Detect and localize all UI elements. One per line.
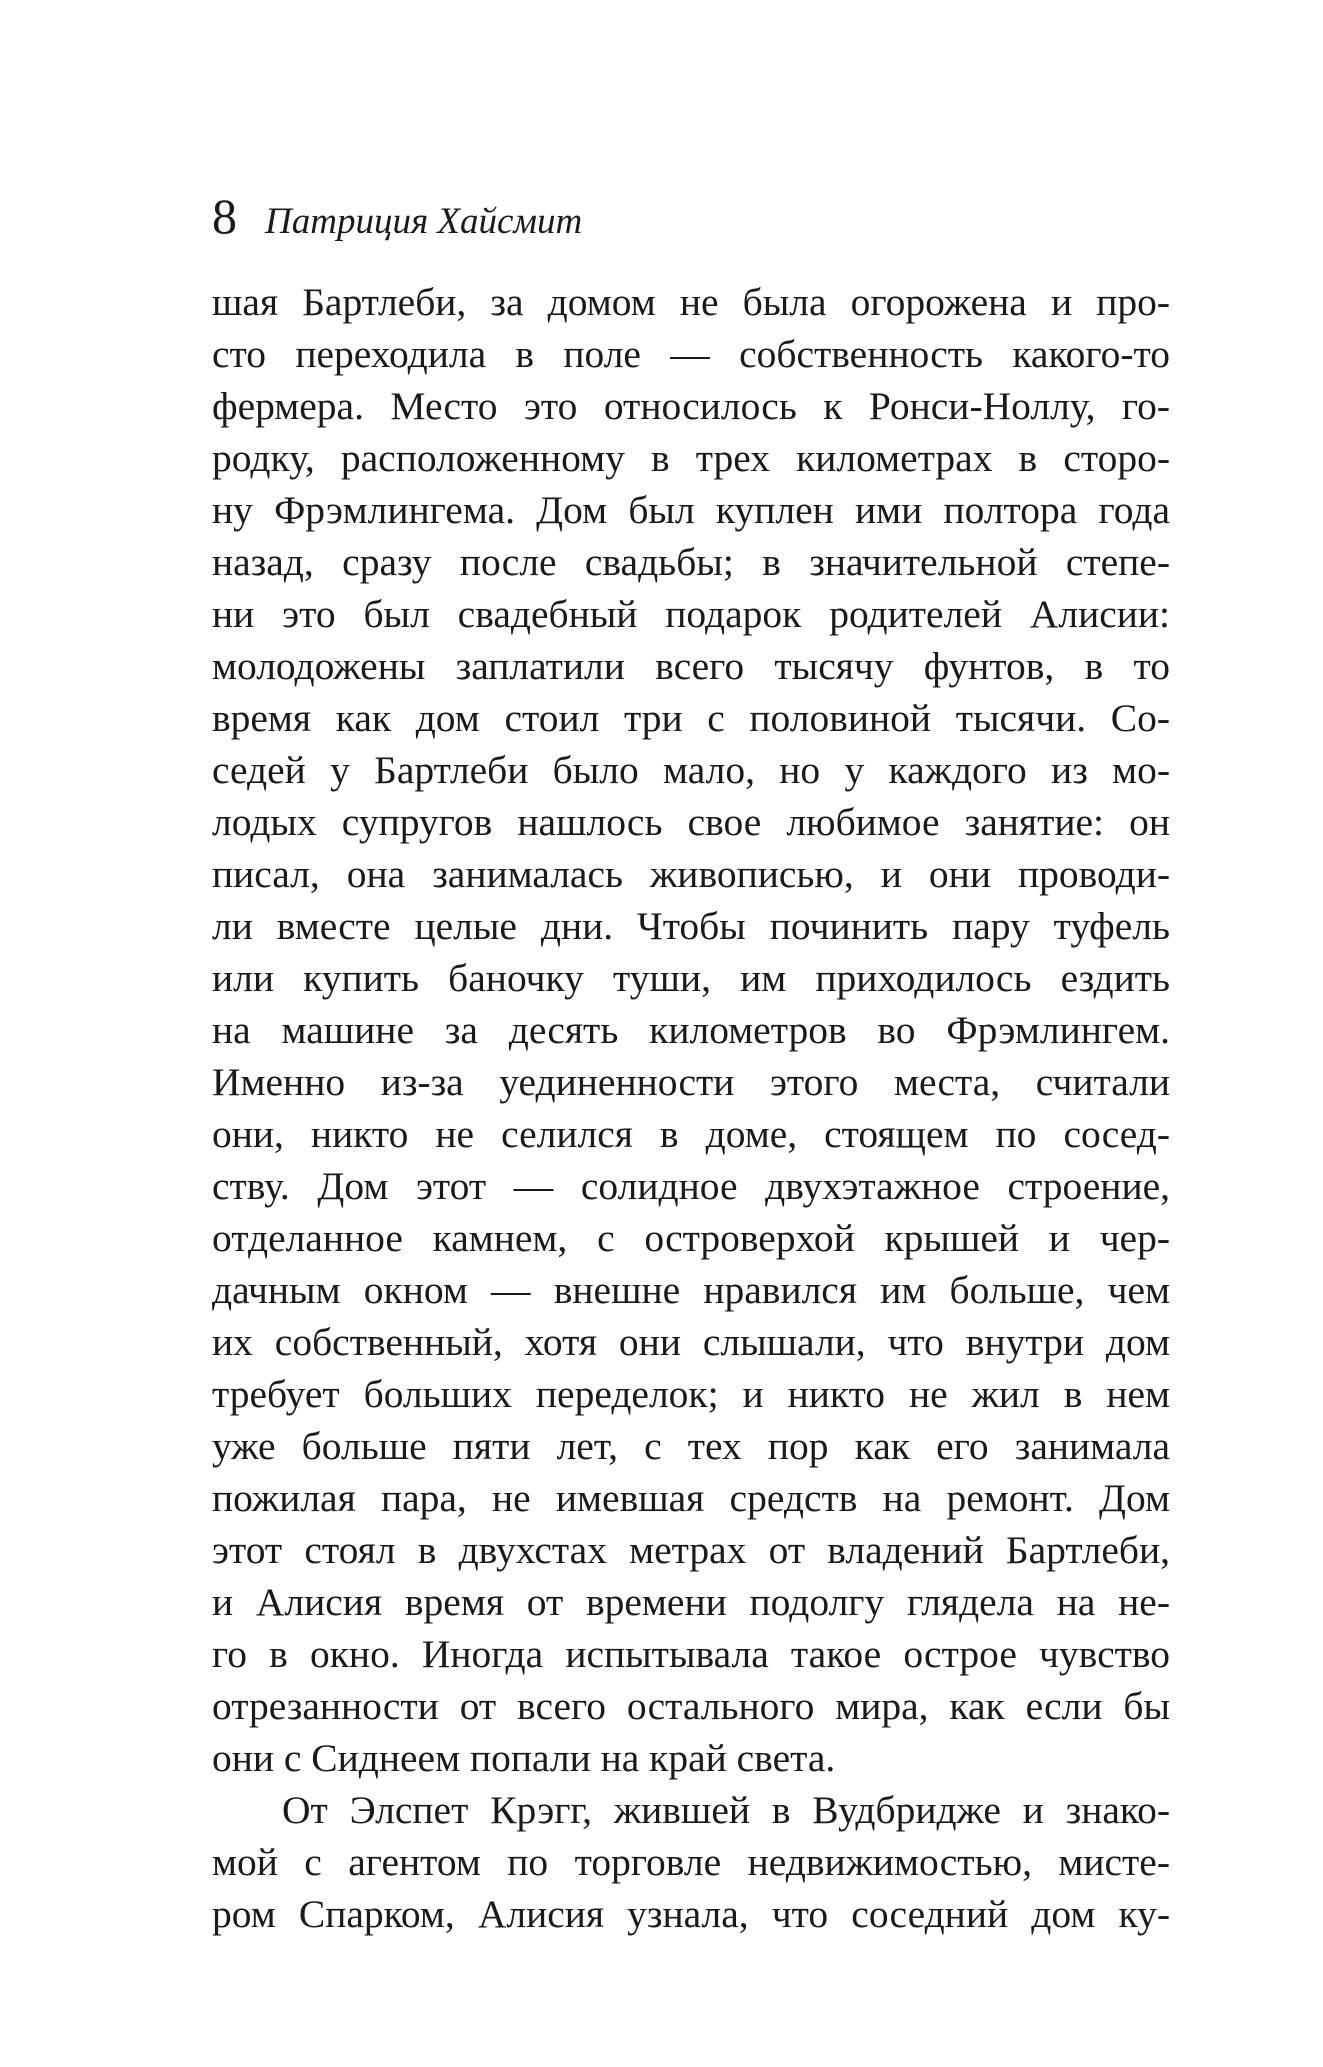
text-line: или купить баночку туши, им приходилось ездить: [212, 956, 1170, 1000]
text-line: требует больших переделок; и никто не жил в нем: [212, 1372, 1170, 1416]
text-line: пожилая пара, не имевшая средств на ремонт. Дом: [212, 1476, 1170, 1520]
page-number: 8: [212, 188, 237, 244]
text-line: отрезанности от всего остального мира, как если бы: [212, 1684, 1170, 1728]
text-line: лодых супругов нашлось свое любимое занятие: он: [212, 800, 1170, 844]
text-line: отделанное камнем, с островерхой крышей и чер-: [212, 1216, 1170, 1260]
text-line: От Элспет Крэгг, жившей в Вудбридже и знако-: [282, 1788, 1170, 1832]
text-line: дачным окном — внешне нравился им больше, чем: [212, 1268, 1170, 1312]
text-line: сто переходила в поле — собственность какого-то: [212, 332, 1170, 376]
running-title: Патриция Хайсмит: [265, 201, 583, 242]
body-text: [212, 276, 1170, 1940]
text-line: молодожены заплатили всего тысячу фунтов, в то: [212, 644, 1170, 688]
text-line: писал, она занималась живописью, и они проводи-: [212, 852, 1170, 896]
text-line: седей у Бартлеби было мало, но у каждого из мо-: [212, 748, 1170, 792]
text-line: они, никто не селился в доме, стоящем по сосед-: [212, 1112, 1170, 1156]
text-line: на машине за десять километров во Фрэмлингем.: [212, 1008, 1170, 1052]
text-line: этот стоял в двухстах метрах от владений Бартлеби,: [212, 1528, 1170, 1572]
text-line: время как дом стоил три с половиной тысячи. Со-: [212, 696, 1170, 740]
text-line: шая Бартлеби, за домом не была огорожена и про-: [212, 280, 1170, 324]
text-line: фермера. Место это относилось к Ронси-Ноллу, го-: [212, 384, 1170, 428]
text-line: ни это был свадебный подарок родителей Алисии:: [212, 592, 1170, 636]
text-line: уже больше пяти лет, с тех пор как его занимала: [212, 1424, 1170, 1468]
text-line: и Алисия время от времени подолгу глядела на не-: [212, 1580, 1170, 1624]
text-line: родку, расположенному в трех километрах в сторо-: [212, 436, 1170, 480]
text-line: ром Спарком, Алисия узнала, что соседний дом ку-: [212, 1892, 1170, 1936]
text-line: назад, сразу после свадьбы; в значительной степе-: [212, 540, 1170, 584]
text-line: Именно из-за уединенности этого места, считали: [212, 1060, 1170, 1104]
text-line: ству. Дом этот — солидное двухэтажное строение,: [212, 1164, 1170, 1208]
text-line: они с Сиднеем попали на край света.: [212, 1736, 836, 1780]
text-line: мой с агентом по торговле недвижимостью, мисте-: [212, 1840, 1170, 1884]
text-line: их собственный, хотя они слышали, что внутри дом: [212, 1320, 1170, 1364]
text-line: ли вместе целые дни. Чтобы починить пару туфель: [212, 904, 1170, 948]
running-head: [212, 186, 582, 246]
text-line: ну Фрэмлингема. Дом был куплен ими полтора года: [212, 488, 1170, 532]
text-line: го в окно. Иногда испытывала такое острое чувство: [212, 1632, 1170, 1676]
